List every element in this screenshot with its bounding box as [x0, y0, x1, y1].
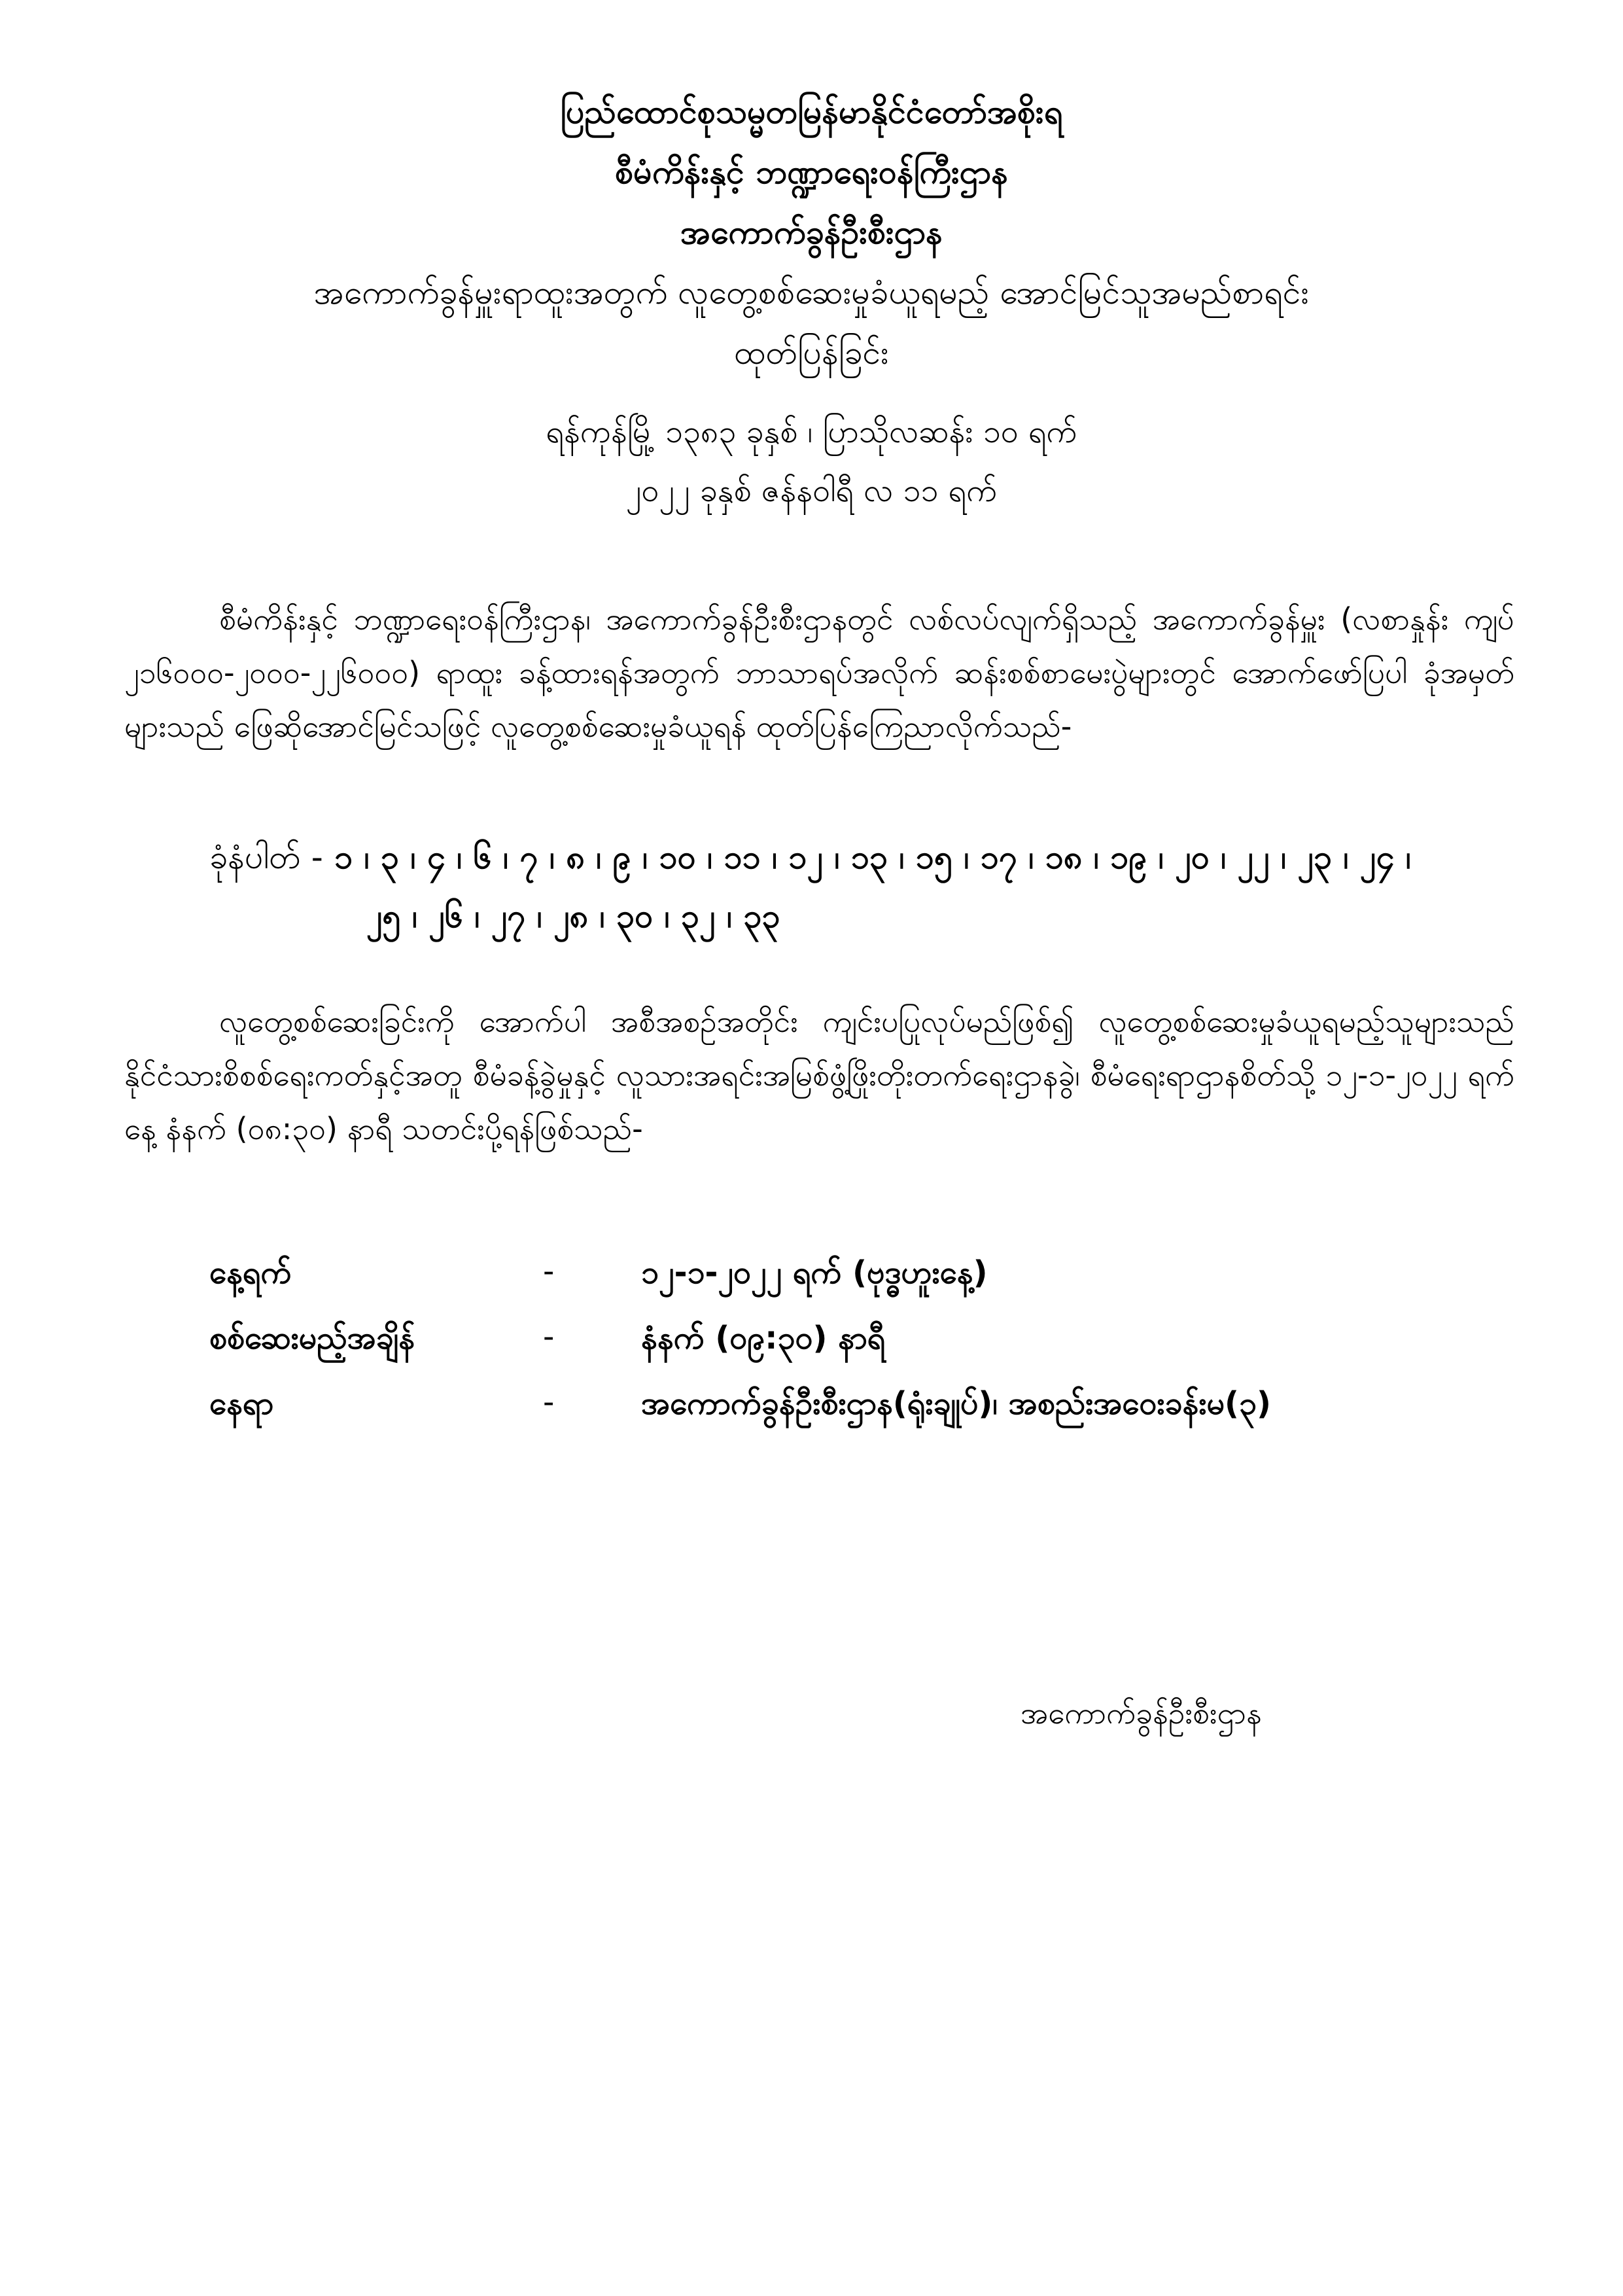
header-line-department: အကောက်ခွန်ဦးစီးဌာန [680, 213, 943, 251]
detail-label-date: နေ့ရက် [209, 1254, 292, 1291]
detail-row-time [209, 1318, 1518, 1371]
detail-label-venue: နေရာ [209, 1385, 274, 1422]
detail-dash: - [543, 1384, 555, 1421]
schedule-paragraph: လူတွေ့စစ်ဆေးခြင်းကို အောက်ပါ အစီအစဉ်အတိုင်း ကျင်းပပြုလုပ်မည်ဖြစ်၍ လူတွေ့စစ်ဆေးမှုခံယူရမည့်သူများသည် နိုင်ငံသားစိစစ်ရေးကတ်နှင့်အတူ စီမံခန့်ခွဲမှုနှင့် လူသားအရင်းအမြစ်ဖွံ့ဖြိုးတိုးတက်ရေးဌာနခွဲ၊ စီမံရေးရာဌာနစိတ်သို့ ၁၂-၁-၂၀၂၂ ရက်နေ့ နံနက် (၀၈:၃၀) နာရီ သတင်းပို့ရန်ဖြစ်သည်- [124, 1004, 1514, 1146]
header-line-government: ပြည်ထောင်စုသမ္မတမြန်မာနိုင်ငံတော်အစိုးရ [560, 93, 1063, 131]
detail-value-venue: အကောက်ခွန်ဦးစီးဌာန(ရုံးချုပ်)၊ အစည်းအဝေးခန်းမ(၃) [641, 1385, 1271, 1422]
roll-number-label: ခုံနံပါတ် - [209, 838, 323, 876]
signature-department: အကောက်ခွန်ဦးစီးဌာန [1021, 1695, 1262, 1731]
roll-numbers-line-2: ၂၅ ၊ ၂၆ ၊ ၂၇ ၊ ၂၈ ၊ ၃၀ ၊ ၃၂ ၊ ၃၃ [366, 897, 780, 935]
subject-line-1: အကောက်ခွန်မှူးရာထူးအတွက် လူတွေ့စစ်ဆေးမှုခံယူရမည့် အောင်မြင်သူအမည်စာရင်း [313, 274, 1310, 311]
roll-number-list [209, 828, 1524, 945]
detail-dash: - [543, 1318, 555, 1355]
roll-numbers-line-1: ၁ ၊ ၃ ၊ ၄ ၊ ၆ ၊ ၇ ၊ ၈ ၊ ၉ ၊ ၁၀ ၊ ၁၁ ၊ ၁၂ ၊ ၁၃ ၊ ၁၅ ၊ ၁၇ ၊ ၁၈ ၊ ၁၉ ၊ ၂၀ ၊ ၂၂ ၊ ၂၃ ၊ ၂၄ ၊ [334, 838, 1411, 876]
detail-row-venue [209, 1384, 1518, 1436]
dateline-gregorian: ၂၀၂၂ ခုနှစ် ဇန်နဝါရီ လ ၁၁ ရက် [625, 472, 998, 509]
detail-label-time: စစ်ဆေးမည့်အချိန် [209, 1320, 415, 1356]
subject-line-2: ထုတ်ပြန်ခြင်း [734, 334, 889, 372]
dateline-myanmar-calendar: ရန်ကုန်မြို့ ၁၃၈၃ ခုနှစ် ၊ ပြာသိုလဆန်း ၁၀ ရက် [546, 414, 1077, 450]
header-line-ministry: စီမံကိန်းနှင့် ဘဏ္ဍာရေးဝန်ကြီးဌာန [615, 153, 1008, 191]
announcement-paragraph: စီမံကိန်းနှင့် ဘဏ္ဍာရေးဝန်ကြီးဌာန၊ အကောက်ခွန်ဦးစီးဌာနတွင် လစ်လပ်လျက်ရှိသည့် အကောက်ခွန်မှူး (လစာနှုန်း ကျပ် ၂၁၆၀၀၀-၂၀၀၀-၂၂၆၀၀၀) ရာထူး ခန့်ထားရန်အတွက် ဘာသာရပ်အလိုက် ဆန်းစစ်စာမေးပွဲများတွင် အောက်ဖော်ပြပါ ခုံအမှတ်များသည် ဖြေဆိုအောင်မြင်သဖြင့် လူတွေ့စစ်ဆေးမှုခံယူရန် ထုတ်ပြန်ကြေညာလိုက်သည်- [124, 601, 1514, 744]
detail-value-time: နံနက် (၀၉:၃၀) နာရီ [641, 1320, 886, 1356]
detail-row-date [209, 1253, 1518, 1305]
detail-value-date: ၁၂-၁-၂၀၂၂ ရက် (ဗုဒ္ဓဟူးနေ့) [641, 1254, 988, 1291]
detail-dash: - [543, 1253, 555, 1290]
